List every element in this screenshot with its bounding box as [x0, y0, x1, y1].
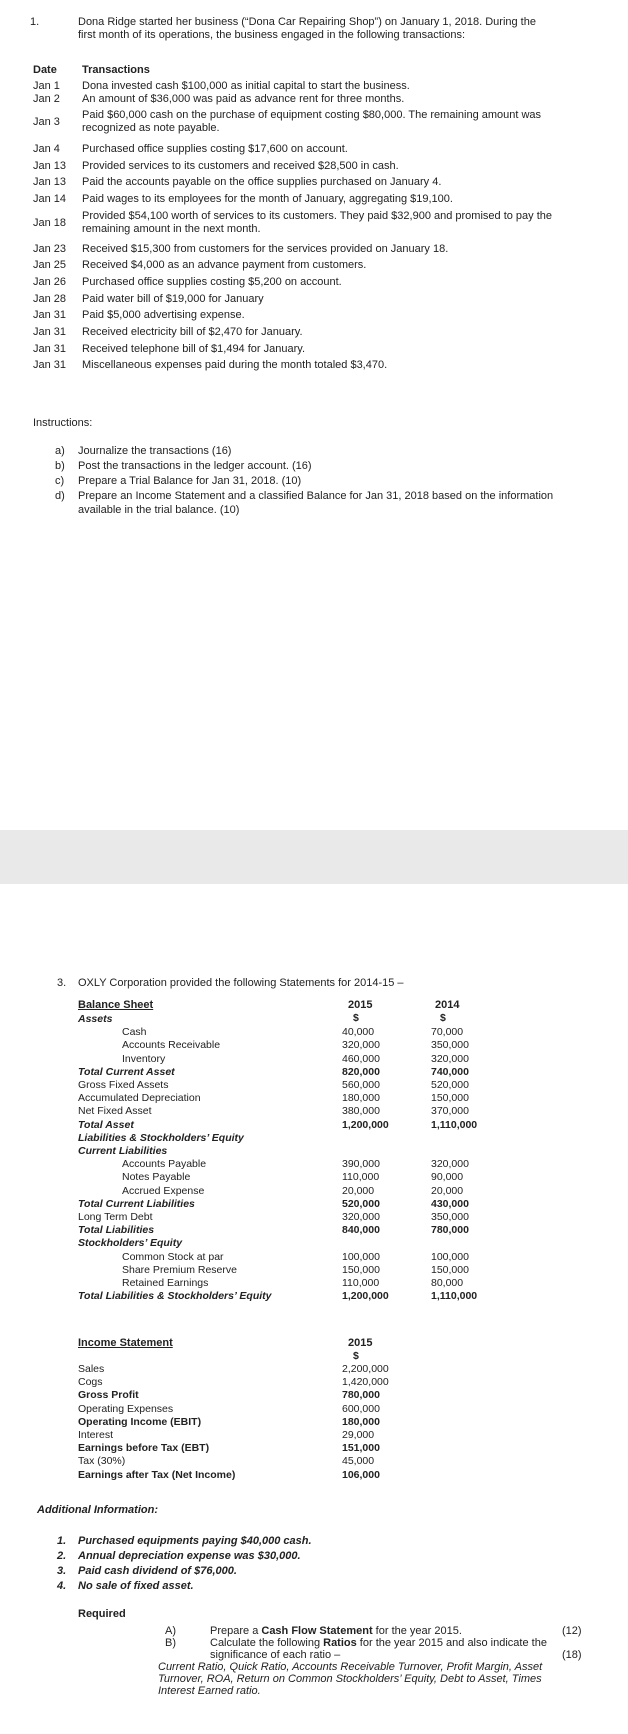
transaction-text: Purchased office supplies costing $5,200 on account.: [82, 276, 342, 288]
transaction-date: Jan 3: [33, 116, 60, 128]
q1-number: 1.: [30, 16, 40, 28]
transaction-text: Received $15,300 from customers for the services provided on January 18.: [82, 243, 449, 255]
bs-row-label: Liabilities & Stockholders’ Equity: [78, 1132, 244, 1144]
is-row-label: Interest: [78, 1429, 114, 1441]
instruction-label: d): [55, 490, 65, 502]
transactions-header-text: Transactions: [82, 64, 150, 76]
is-value-2015: 106,000: [342, 1469, 380, 1481]
req-b-ratios-line3: Interest Earned ratio.: [158, 1685, 261, 1697]
transaction-text: An amount of $36,000 was paid as advance rent for three months.: [82, 93, 405, 105]
transaction-text: Received electricity bill of $2,470 for January.: [82, 326, 303, 338]
bs-value-2015: 20,000: [342, 1185, 375, 1197]
q3-intro: OXLY Corporation provided the following Statements for 2014-15 –: [78, 977, 404, 989]
instruction-text: Post the transactions in the ledger account. (16): [78, 460, 312, 472]
bs-row-label: Long Term Debt: [78, 1211, 153, 1223]
transaction-date: Jan 26: [33, 276, 67, 288]
bs-value-2014: 70,000: [431, 1026, 464, 1038]
bs-value-2015: 180,000: [342, 1092, 380, 1104]
transaction-text: Paid water bill of $19,000 for January: [82, 293, 264, 305]
bs-row-label: Common Stock at par: [122, 1251, 224, 1263]
bs-value-2015: 380,000: [342, 1105, 380, 1117]
is-value-2015: 29,000: [342, 1429, 375, 1441]
bs-value-2014: 430,000: [431, 1198, 469, 1210]
bs-row-label: Net Fixed Asset: [78, 1105, 152, 1117]
transaction-date: Jan 31: [33, 326, 67, 338]
instruction-text: Journalize the transactions (16): [78, 445, 232, 457]
page-separator: [0, 830, 628, 884]
transaction-date: Jan 18: [33, 217, 67, 229]
instruction-text: Prepare an Income Statement and a classified Balance for Jan 31, 2018 based on the information: [78, 490, 554, 502]
bs-value-2015: 320,000: [342, 1039, 380, 1051]
instruction-text-cont: available in the trial balance. (10): [78, 504, 240, 516]
transaction-date: Jan 31: [33, 309, 67, 321]
bs-value-2015: 1,200,000: [342, 1119, 389, 1131]
bs-value-2015: 460,000: [342, 1053, 380, 1065]
is-row-label: Operating Expenses: [78, 1403, 174, 1415]
is-value-2015: 180,000: [342, 1416, 380, 1428]
transaction-text-cont: remaining amount in the next month.: [82, 223, 261, 235]
additional-info-number: 2.: [57, 1550, 67, 1562]
bs-value-2015: 40,000: [342, 1026, 375, 1038]
transaction-text-cont: recognized as note payable.: [82, 122, 220, 134]
bs-row-label: Accumulated Depreciation: [78, 1092, 201, 1104]
balance-sheet-title: Balance Sheet: [78, 999, 154, 1011]
transaction-date: Jan 31: [33, 343, 67, 355]
required-title: Required: [78, 1608, 126, 1620]
additional-info-text: Purchased equipments paying $40,000 cash.: [78, 1535, 312, 1547]
transaction-text: Provided services to its customers and received $28,500 in cash.: [82, 160, 399, 172]
bs-value-2014: 350,000: [431, 1211, 469, 1223]
bs-value-2015: 390,000: [342, 1158, 380, 1170]
transaction-text: Paid $5,000 advertising expense.: [82, 309, 245, 321]
bs-row-label: Accrued Expense: [122, 1185, 205, 1197]
bs-value-2014: 150,000: [431, 1264, 469, 1276]
bs-value-2015: 820,000: [342, 1066, 380, 1078]
additional-info-number: 4.: [57, 1580, 67, 1592]
req-a-marks: (12): [562, 1625, 582, 1637]
bs-row-label: Total Current Liabilities: [78, 1198, 195, 1210]
bs-row-label: Current Liabilities: [78, 1145, 168, 1157]
bs-row-label: Accounts Payable: [122, 1158, 207, 1170]
bs-value-2014: 80,000: [431, 1277, 464, 1289]
bs-value-2014: 1,110,000: [431, 1290, 478, 1302]
bs-value-2015: 100,000: [342, 1251, 380, 1263]
req-b-marks: (18): [562, 1649, 582, 1661]
bs-value-2014: 1,110,000: [431, 1119, 478, 1131]
is-row-label: Cogs: [78, 1376, 103, 1388]
transaction-date: Jan 28: [33, 293, 67, 305]
is-value-2015: 780,000: [342, 1389, 380, 1401]
bs-row-label: Accounts Receivable: [122, 1039, 221, 1051]
transaction-text: Paid the accounts payable on the office supplies purchased on January 4.: [82, 176, 442, 188]
bs-value-2014: 370,000: [431, 1105, 469, 1117]
additional-info-title: Additional Information:: [37, 1504, 158, 1516]
bs-value-2014: 320,000: [431, 1158, 469, 1170]
transaction-date: Jan 13: [33, 160, 67, 172]
is-value-2015: 600,000: [342, 1403, 380, 1415]
instruction-label: b): [55, 460, 65, 472]
transaction-date: Jan 31: [33, 359, 67, 371]
bs-value-2015: 560,000: [342, 1079, 380, 1091]
transactions-header-date: Date: [33, 64, 57, 76]
transaction-date: Jan 25: [33, 259, 67, 271]
additional-info-text: Annual depreciation expense was $30,000.: [78, 1550, 301, 1562]
req-a-text: Prepare a Cash Flow Statement for the year 2015.: [210, 1625, 462, 1637]
req-b-ratios-line1: Current Ratio, Quick Ratio, Accounts Receivable Turnover, Profit Margin, Asset: [158, 1661, 543, 1673]
transaction-text: Miscellaneous expenses paid during the month totaled $3,470.: [82, 359, 388, 371]
bs-value-2015: 520,000: [342, 1198, 380, 1210]
transaction-text: Purchased office supplies costing $17,600 on account.: [82, 143, 348, 155]
additional-info-text: No sale of fixed asset.: [78, 1580, 194, 1592]
is-value-2015: 45,000: [342, 1455, 375, 1467]
bs-value-2014: 780,000: [431, 1224, 469, 1236]
additional-info-number: 3.: [57, 1565, 67, 1577]
transaction-text: Paid wages to its employees for the month of January, aggregating $19,100.: [82, 193, 453, 205]
req-b-text: Calculate the following Ratios for the year 2015 and also indicate the: [210, 1637, 547, 1649]
is-row-label: Sales: [78, 1363, 105, 1375]
is-row-label: Tax (30%): [78, 1455, 126, 1467]
bs-row-label: Total Asset: [78, 1119, 134, 1131]
bs-value-2015: 150,000: [342, 1264, 380, 1276]
bs-row-label: Stockholders’ Equity: [78, 1237, 183, 1249]
transaction-text: Provided $54,100 worth of services to its customers. They paid $32,900 and promised to pay the: [82, 210, 553, 222]
is-row-label: Operating Income (EBIT): [78, 1416, 202, 1428]
transaction-text: Received telephone bill of $1,494 for January.: [82, 343, 305, 355]
bs-value-2015: 840,000: [342, 1224, 380, 1236]
q1-intro-line1: Dona Ridge started her business (“Dona Car Repairing Shop”) on January 1, 2018. During the: [78, 16, 536, 28]
bs-currency-2015: $: [353, 1012, 359, 1024]
bs-value-2014: 520,000: [431, 1079, 469, 1091]
instruction-label: c): [55, 475, 65, 487]
bs-value-2014: 740,000: [431, 1066, 469, 1078]
is-row-label: Gross Profit: [78, 1389, 139, 1401]
additional-info-text: Paid cash dividend of $76,000.: [78, 1565, 237, 1577]
transaction-date: Jan 2: [33, 93, 60, 105]
transaction-text: Dona invested cash $100,000 as initial capital to start the business.: [82, 80, 410, 92]
additional-info-number: 1.: [57, 1535, 67, 1547]
is-value-2015: 151,000: [342, 1442, 380, 1454]
bs-row-label: Total Liabilities: [78, 1224, 155, 1236]
question-1-page: [0, 0, 628, 830]
transaction-text: Received $4,000 as an advance payment from customers.: [82, 259, 367, 271]
bs-row-label: Gross Fixed Assets: [78, 1079, 169, 1091]
instruction-label: a): [55, 445, 65, 457]
bs-row-label: Inventory: [122, 1053, 166, 1065]
req-b-ratios-line2: Turnover, ROA, Return on Common Stockholders’ Equity, Debt to Asset, Times: [158, 1673, 542, 1685]
bs-value-2014: 20,000: [431, 1185, 464, 1197]
req-a-label: A): [165, 1625, 176, 1637]
q1-intro-line2: first month of its operations, the business engaged in the following transactions:: [78, 29, 466, 41]
is-row-label: Earnings before Tax (EBT): [78, 1442, 210, 1454]
bs-row-label: Total Liabilities & Stockholders’ Equity: [78, 1290, 272, 1302]
income-statement-title: Income Statement: [78, 1337, 173, 1349]
bs-row-label: Cash: [122, 1026, 147, 1038]
bs-value-2015: 1,200,000: [342, 1290, 389, 1302]
question-3-page: [0, 884, 628, 1734]
q3-number: 3.: [57, 977, 67, 989]
bs-currency-2014: $: [440, 1012, 446, 1024]
transaction-date: Jan 14: [33, 193, 67, 205]
req-b-line2: significance of each ratio –: [210, 1649, 341, 1661]
bs-value-2014: 320,000: [431, 1053, 469, 1065]
bs-row-label: Share Premium Reserve: [122, 1264, 237, 1276]
bs-value-2015: 110,000: [342, 1171, 380, 1183]
bs-value-2014: 150,000: [431, 1092, 469, 1104]
transaction-date: Jan 23: [33, 243, 67, 255]
transaction-date: Jan 13: [33, 176, 67, 188]
is-value-2015: 1,420,000: [342, 1376, 389, 1388]
bs-value-2014: 350,000: [431, 1039, 469, 1051]
bs-value-2014: 100,000: [431, 1251, 469, 1263]
instructions-title: Instructions:: [33, 417, 93, 429]
bs-value-2015: 320,000: [342, 1211, 380, 1223]
bs-row-label: Assets: [78, 1013, 113, 1025]
bs-value-2015: 110,000: [342, 1277, 380, 1289]
bs-value-2014: 90,000: [431, 1171, 464, 1183]
bs-col-2014: 2014: [435, 999, 460, 1011]
transaction-date: Jan 1: [33, 80, 60, 92]
req-b-label: B): [165, 1637, 176, 1649]
is-row-label: Earnings after Tax (Net Income): [78, 1469, 236, 1481]
transaction-text: Paid $60,000 cash on the purchase of equipment costing $80,000. The remaining amount was: [82, 109, 542, 121]
transaction-date: Jan 4: [33, 143, 60, 155]
bs-row-label: Total Current Asset: [78, 1066, 175, 1078]
is-col-2015: 2015: [348, 1337, 373, 1349]
bs-row-label: Retained Earnings: [122, 1277, 209, 1289]
bs-col-2015: 2015: [348, 999, 373, 1011]
bs-row-label: Notes Payable: [122, 1171, 191, 1183]
instruction-text: Prepare a Trial Balance for Jan 31, 2018. (10): [78, 475, 302, 487]
is-value-2015: 2,200,000: [342, 1363, 389, 1375]
is-currency-2015: $: [353, 1350, 359, 1362]
